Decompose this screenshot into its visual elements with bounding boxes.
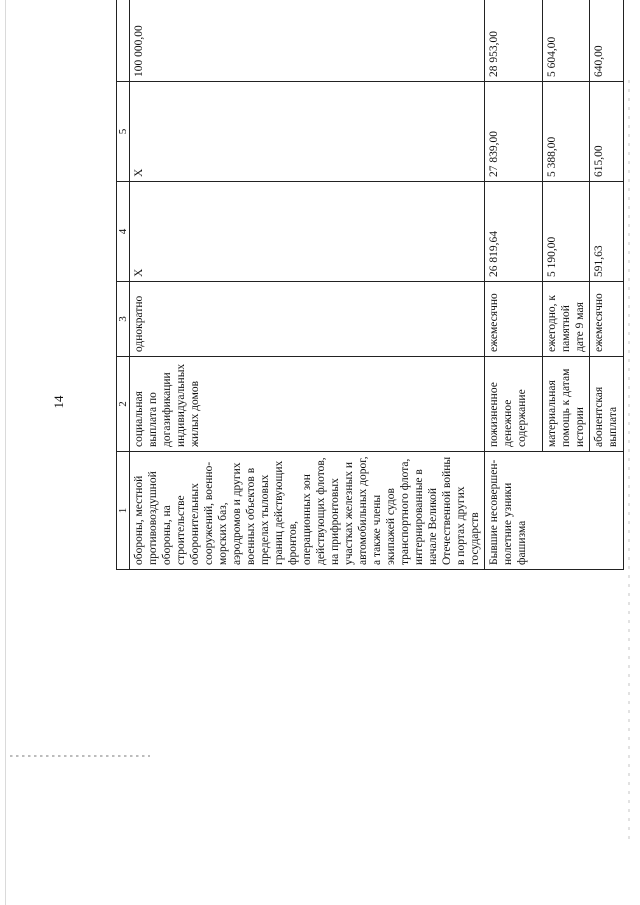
amount-cell: 640,00 xyxy=(590,0,624,82)
amount-cell: 26 819,64 xyxy=(485,182,543,282)
table-row xyxy=(485,0,543,570)
page-number: 14 xyxy=(51,395,66,409)
amount-cell: 27 839,00 xyxy=(485,82,543,182)
amount-cell: 5 388,00 xyxy=(543,82,590,182)
amount-cell: 28 953,00 xyxy=(485,0,543,82)
header-cell xyxy=(117,0,130,82)
payment-type-cell: абонентская выплата xyxy=(590,357,624,452)
header-cell: 5 xyxy=(117,82,130,182)
payment-type-cell: материальная помощь к датам истории xyxy=(543,357,590,452)
rotated-table-wrapper xyxy=(116,0,619,570)
frequency-cell: однократно xyxy=(130,282,485,357)
header-cell: 3 xyxy=(117,282,130,357)
amount-cell: 100 000,00 xyxy=(130,0,485,82)
benefits-table xyxy=(116,0,624,570)
category-cell: обороны, местной противовоздушной обороны, на строительстве оборонительных сооружений, военно-морских баз, аэродромов и других военных объектов в пределах тыловых границ действующих фронтов, операционных зон действующих флотов, на прифронтовых участках железных и автомобильных дорог, а также члены экипажей судов транспортного флота, интернированные в начале Великой Отечественной войны в портах других государств xyxy=(130,452,485,570)
amount-cell: 5 190,00 xyxy=(543,182,590,282)
payment-type-cell: социальная выплата по догазификации индивидуальных жилых домов xyxy=(130,357,485,452)
amount-cell: X xyxy=(130,182,485,282)
table-row xyxy=(130,0,485,570)
header-row xyxy=(117,0,130,570)
frequency-cell: ежегодно, к памятной дате 9 мая xyxy=(543,282,590,357)
amount-cell: X xyxy=(130,82,485,182)
category-cell: Бывшие несовершен-нолетние узники фашизма xyxy=(485,452,624,570)
payment-type-cell: пожизненное денежное содержание xyxy=(485,357,543,452)
scan-artifact xyxy=(10,755,150,757)
header-cell: 4 xyxy=(117,182,130,282)
scan-edge-line xyxy=(5,0,6,905)
header-cell: 1 xyxy=(117,452,130,570)
frequency-cell: ежемесячно xyxy=(485,282,543,357)
header-cell: 2 xyxy=(117,357,130,452)
amount-cell: 615,00 xyxy=(590,82,624,182)
frequency-cell: ежемесячно xyxy=(590,282,624,357)
scan-artifact-right xyxy=(628,80,630,840)
amount-cell: 591,63 xyxy=(590,182,624,282)
amount-cell: 5 604,00 xyxy=(543,0,590,82)
